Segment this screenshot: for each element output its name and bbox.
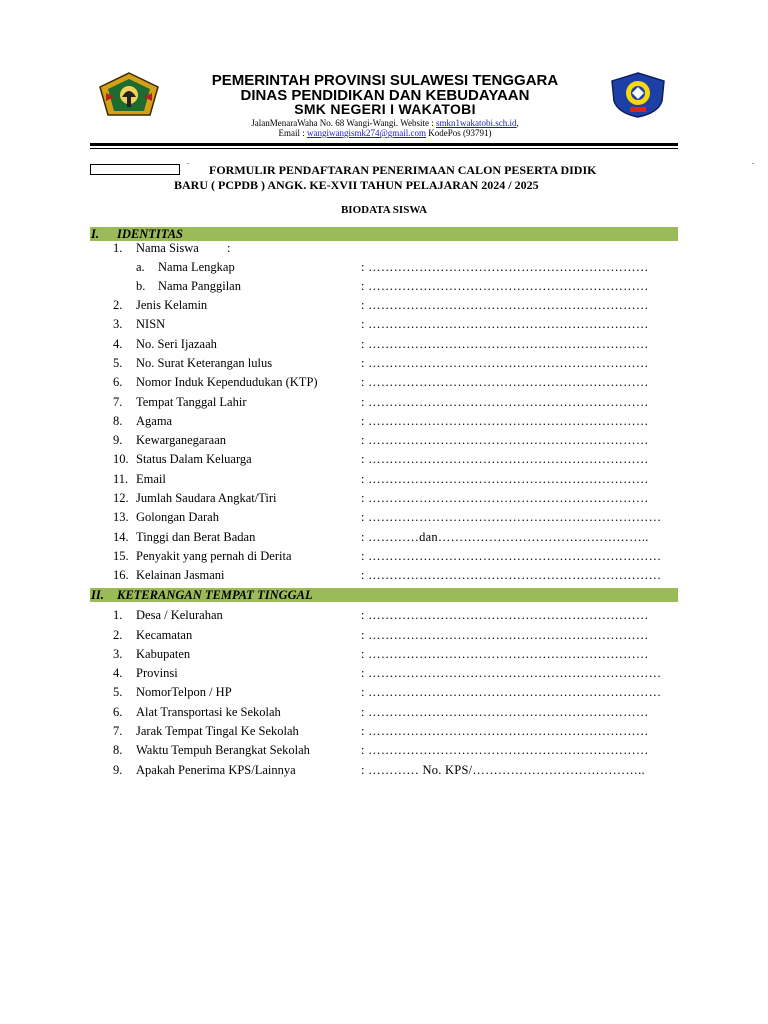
section1-item-label: Jenis Kelamin	[136, 298, 208, 312]
section2-item-num: 7.	[113, 724, 123, 738]
desa-field[interactable]: : …………………………………………………………	[361, 608, 649, 622]
section2-item-label: NomorTelpon / HP	[136, 685, 232, 699]
section1-item-label: Email	[136, 472, 166, 486]
section2-item-label: Provinsi	[136, 666, 178, 680]
section2-item-num: 4.	[113, 666, 123, 680]
transportasi-field[interactable]: : …………………………………………………………	[361, 705, 649, 719]
jumlah-saudara-field[interactable]: : …………………………………………………………	[361, 491, 649, 505]
section1-item-num: 12.	[113, 491, 129, 505]
header-email-line: Email : wangiwangismk274@gmail.com KodePos (93791)	[278, 128, 492, 138]
form-title-line2: BARU ( PCPDB ) ANGK. KE-XVII TAHUN PELAJARAN 2024 / 2025	[174, 178, 539, 192]
section1-item-label: Penyakit yang pernah di Derita	[136, 549, 292, 563]
provinsi-field[interactable]: : ……………………………………………………………	[361, 666, 662, 680]
section1-subitem-num: a.	[136, 260, 145, 274]
section2-item-label: Apakah Penerima KPS/Lainnya	[136, 763, 296, 777]
section1-item-num: 4.	[113, 337, 123, 351]
kabupaten-field[interactable]: : …………………………………………………………	[361, 647, 649, 661]
section2-item-num: 2.	[113, 628, 123, 642]
section1-subitem-num: b.	[136, 279, 146, 293]
nama-lengkap-field[interactable]: : …………………………………………………………	[361, 260, 649, 274]
status-keluarga-field[interactable]: : …………………………………………………………	[361, 452, 649, 466]
section2-item-label: Kecamatan	[136, 628, 193, 642]
section1-item-num: 13.	[113, 510, 129, 524]
nisn-field[interactable]: : …………………………………………………………	[361, 317, 649, 331]
section2-item-num: 8.	[113, 743, 123, 757]
section2-item-num: 1.	[113, 608, 123, 622]
tinggi-berat-field[interactable]: : …………dan…………………………………………..	[361, 530, 649, 544]
section-tempat-tinggal-header: II. KETERANGAN TEMPAT TINGGAL	[90, 588, 678, 602]
kps-field[interactable]: : ………… No. KPS/…………………………………..	[361, 763, 645, 777]
header-rule-thick	[90, 143, 678, 146]
section1-item-label: Kewarganegaraan	[136, 433, 226, 447]
section1-item-num: 16.	[113, 568, 129, 582]
golongan-darah-field[interactable]: : ……………………………………………………………	[361, 510, 662, 524]
section1-item-num: 15.	[113, 549, 129, 563]
section1-item-label: Kelainan Jasmani	[136, 568, 225, 582]
section1-item-num: 9.	[113, 433, 123, 447]
jarak-field[interactable]: : …………………………………………………………	[361, 724, 649, 738]
section1-item-label: Nama Panggilan	[158, 279, 241, 293]
section1-item-num: 7.	[113, 395, 123, 409]
mark-left: .	[187, 157, 189, 166]
section1-item-label: No. Seri Ijazaah	[136, 337, 217, 351]
section1-item-num: 1.	[113, 241, 123, 255]
header-department: DINAS PENDIDIKAN DAN KEBUDAYAAN	[240, 87, 530, 104]
section2-item-label: Desa / Kelurahan	[136, 608, 223, 622]
penyakit-field[interactable]: : ……………………………………………………………	[361, 549, 662, 563]
section2-item-num: 5.	[113, 685, 123, 699]
email-field[interactable]: : …………………………………………………………	[361, 472, 649, 486]
section1-item-label: Nama Siswa	[136, 241, 199, 255]
nama-panggilan-field[interactable]: : …………………………………………………………	[361, 279, 649, 293]
section1-item-label: Jumlah Saudara Angkat/Tiri	[136, 491, 277, 505]
nama-siswa-colon: :	[227, 241, 231, 255]
form-subtitle: BIODATA SISWA	[340, 204, 428, 216]
form-number-box[interactable]	[90, 164, 180, 175]
section1-item-num: 5.	[113, 356, 123, 370]
header-address: JalanMenaraWaha No. 68 Wangi-Wangi. Website : smkn1wakatobi.sch.id,	[251, 118, 519, 128]
telpon-field[interactable]: : ……………………………………………………………	[361, 685, 662, 699]
section1-item-num: 8.	[113, 414, 123, 428]
surat-keterangan-lulus-field[interactable]: : …………………………………………………………	[361, 356, 649, 370]
section1-item-num: 2.	[113, 298, 123, 312]
header-school-name: SMK NEGERI I WAKATOBI	[294, 101, 476, 117]
kelainan-jasmani-field[interactable]: : ……………………………………………………………	[361, 568, 662, 582]
jenis-kelamin-field[interactable]: : …………………………………………………………	[361, 298, 649, 312]
section1-item-num: 3.	[113, 317, 123, 331]
section1-item-label: Nama Lengkap	[158, 260, 235, 274]
section1-item-label: Status Dalam Keluarga	[136, 452, 252, 466]
section2-item-num: 6.	[113, 705, 123, 719]
website-link[interactable]: smkn1wakatobi.sch.id	[435, 118, 517, 128]
tempat-tanggal-lahir-field[interactable]: : …………………………………………………………	[361, 395, 649, 409]
section1-item-label: No. Surat Keterangan lulus	[136, 356, 273, 370]
section1-item-num: 6.	[113, 375, 123, 389]
no-seri-ijazah-field[interactable]: : …………………………………………………………	[361, 337, 649, 351]
waktu-tempuh-field[interactable]: : …………………………………………………………	[361, 743, 649, 757]
section-identitas-header: I. IDENTITAS	[90, 227, 678, 241]
section2-item-label: Jarak Tempat Tingal Ke Sekolah	[136, 724, 299, 738]
section1-item-label: Nomor Induk Kependudukan (KTP)	[136, 375, 318, 389]
kecamatan-field[interactable]: : …………………………………………………………	[361, 628, 649, 642]
section1-item-label: Agama	[136, 414, 173, 428]
section1-item-label: Tempat Tanggal Lahir	[136, 395, 247, 409]
form-title-line1: FORMULIR PENDAFTARAN PENERIMAAN CALON PESERTA DIDIK	[209, 163, 597, 177]
section1-item-num: 14.	[113, 530, 129, 544]
section2-item-label: Kabupaten	[136, 647, 191, 661]
section2-item-num: 9.	[113, 763, 123, 777]
section1-item-num: 11.	[113, 472, 129, 486]
section1-item-label: Tinggi dan Berat Badan	[136, 530, 256, 544]
section1-item-label: Golongan Darah	[136, 510, 219, 524]
section2-item-label: Waktu Tempuh Berangkat Sekolah	[136, 743, 310, 757]
agama-field[interactable]: : …………………………………………………………	[361, 414, 649, 428]
mark-right: .	[752, 157, 754, 166]
section2-item-num: 3.	[113, 647, 123, 661]
section2-item-label: Alat Transportasi ke Sekolah	[136, 705, 281, 719]
section1-item-num: 10.	[113, 452, 129, 466]
header-government: PEMERINTAH PROVINSI SULAWESI TENGGARA	[211, 72, 559, 89]
email-link[interactable]: wangiwangismk274@gmail.com	[306, 128, 427, 138]
section1-item-label: NISN	[136, 317, 166, 331]
nik-field[interactable]: : …………………………………………………………	[361, 375, 649, 389]
kewarganegaraan-field[interactable]: : …………………………………………………………	[361, 433, 649, 447]
header-rule-thin	[90, 148, 678, 149]
